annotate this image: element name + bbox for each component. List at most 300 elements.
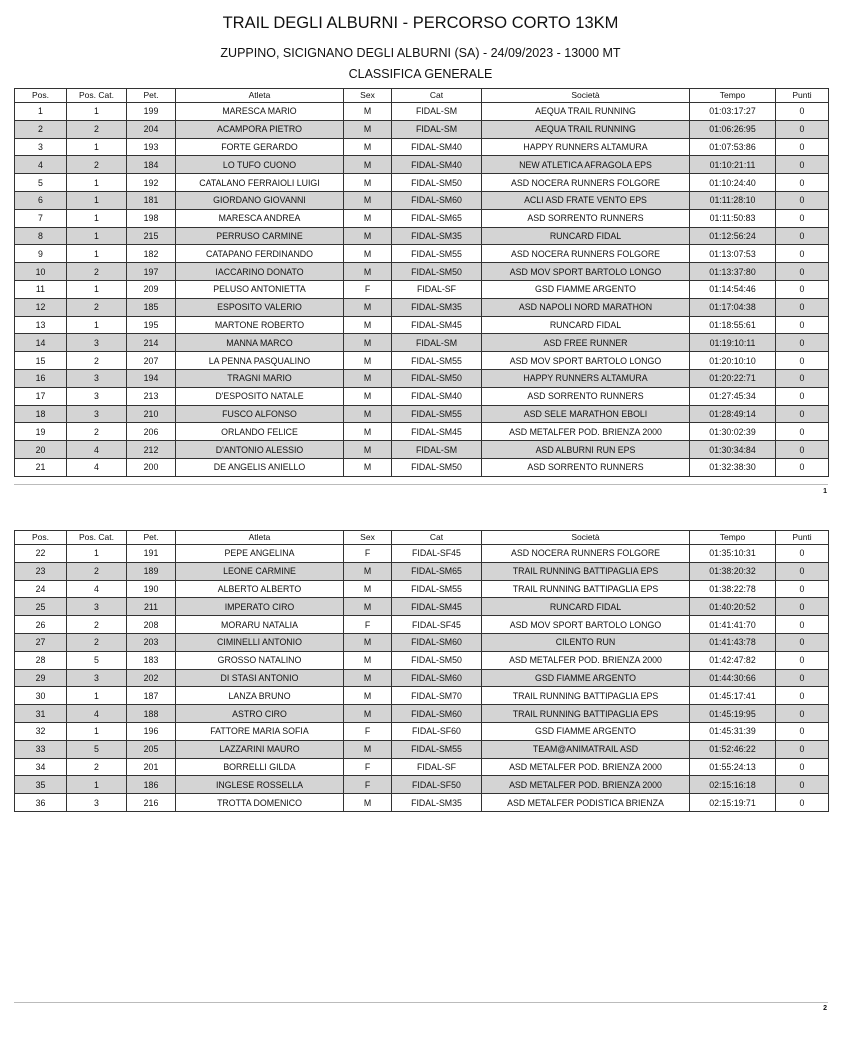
table-row bbox=[15, 458, 829, 476]
cell-pos: 19 bbox=[15, 423, 67, 441]
cell-athlete: TROTTA DOMENICO bbox=[176, 794, 344, 812]
table-row bbox=[15, 280, 829, 298]
cell-club: ASD NOCERA RUNNERS FOLGORE bbox=[482, 245, 690, 263]
cell-sex: M bbox=[344, 120, 392, 138]
cell-pet: 187 bbox=[127, 687, 176, 705]
cell-pet: 186 bbox=[127, 776, 176, 794]
cell-cat: FIDAL-SM45 bbox=[392, 598, 482, 616]
cell-pet: 200 bbox=[127, 458, 176, 476]
cell-club: ASD NOCERA RUNNERS FOLGORE bbox=[482, 174, 690, 192]
cell-pos-cat: 1 bbox=[67, 687, 127, 705]
table-row bbox=[15, 387, 829, 405]
cell-club: ASD METALFER POD. BRIENZA 2000 bbox=[482, 776, 690, 794]
cell-athlete: CIMINELLI ANTONIO bbox=[176, 633, 344, 651]
column-header-cat: Cat bbox=[392, 89, 482, 103]
column-header-athlete: Atleta bbox=[176, 531, 344, 545]
cell-club: TRAIL RUNNING BATTIPAGLIA EPS bbox=[482, 580, 690, 598]
cell-time: 01:18:55:61 bbox=[690, 316, 776, 334]
cell-cat: FIDAL-SM50 bbox=[392, 458, 482, 476]
cell-points: 0 bbox=[776, 138, 829, 156]
cell-athlete: INGLESE ROSSELLA bbox=[176, 776, 344, 794]
cell-time: 01:38:22:78 bbox=[690, 580, 776, 598]
cell-sex: M bbox=[344, 669, 392, 687]
cell-sex: M bbox=[344, 209, 392, 227]
cell-cat: FIDAL-SM bbox=[392, 334, 482, 352]
column-header-pet: Pet. bbox=[127, 531, 176, 545]
cell-cat: FIDAL-SM70 bbox=[392, 687, 482, 705]
cell-pos-cat: 2 bbox=[67, 616, 127, 634]
table-row bbox=[15, 669, 829, 687]
cell-points: 0 bbox=[776, 369, 829, 387]
cell-sex: M bbox=[344, 423, 392, 441]
cell-pos-cat: 2 bbox=[67, 352, 127, 370]
cell-club: ASD NOCERA RUNNERS FOLGORE bbox=[482, 545, 690, 563]
cell-pos: 5 bbox=[15, 174, 67, 192]
cell-athlete: D'ANTONIO ALESSIO bbox=[176, 441, 344, 459]
cell-time: 01:45:19:95 bbox=[690, 705, 776, 723]
table-row bbox=[15, 423, 829, 441]
page-divider bbox=[14, 1002, 828, 1003]
cell-pos-cat: 1 bbox=[67, 776, 127, 794]
cell-pos: 35 bbox=[15, 776, 67, 794]
cell-sex: F bbox=[344, 758, 392, 776]
cell-sex: M bbox=[344, 138, 392, 156]
table-row bbox=[15, 316, 829, 334]
cell-time: 01:41:41:70 bbox=[690, 616, 776, 634]
cell-club: NEW ATLETICA AFRAGOLA EPS bbox=[482, 156, 690, 174]
cell-cat: FIDAL-SM55 bbox=[392, 580, 482, 598]
cell-pos-cat: 2 bbox=[67, 298, 127, 316]
cell-sex: F bbox=[344, 616, 392, 634]
cell-sex: M bbox=[344, 245, 392, 263]
cell-points: 0 bbox=[776, 316, 829, 334]
cell-athlete: ASTRO CIRO bbox=[176, 705, 344, 723]
cell-pos-cat: 3 bbox=[67, 334, 127, 352]
cell-cat: FIDAL-SM40 bbox=[392, 387, 482, 405]
table-row bbox=[15, 705, 829, 723]
table-row bbox=[15, 441, 829, 459]
table-row bbox=[15, 103, 829, 121]
cell-athlete: D'ESPOSITO NATALE bbox=[176, 387, 344, 405]
cell-club: ACLI ASD FRATE VENTO EPS bbox=[482, 191, 690, 209]
cell-pos-cat: 4 bbox=[67, 458, 127, 476]
cell-athlete: ORLANDO FELICE bbox=[176, 423, 344, 441]
cell-club: ASD SORRENTO RUNNERS bbox=[482, 387, 690, 405]
cell-pos-cat: 1 bbox=[67, 138, 127, 156]
table-row bbox=[15, 562, 829, 580]
cell-pet: 182 bbox=[127, 245, 176, 263]
table-row bbox=[15, 156, 829, 174]
cell-pos: 27 bbox=[15, 633, 67, 651]
column-header-time: Tempo bbox=[690, 89, 776, 103]
cell-time: 01:27:45:34 bbox=[690, 387, 776, 405]
cell-cat: FIDAL-SF45 bbox=[392, 616, 482, 634]
cell-time: 01:03:17:27 bbox=[690, 103, 776, 121]
classification-heading: CLASSIFICA GENERALE bbox=[348, 67, 493, 81]
cell-cat: FIDAL-SM65 bbox=[392, 209, 482, 227]
cell-points: 0 bbox=[776, 758, 829, 776]
cell-pos-cat: 3 bbox=[67, 369, 127, 387]
table-row bbox=[15, 794, 829, 812]
cell-pos: 31 bbox=[15, 705, 67, 723]
cell-points: 0 bbox=[776, 651, 829, 669]
cell-pos: 12 bbox=[15, 298, 67, 316]
cell-athlete: BORRELLI GILDA bbox=[176, 758, 344, 776]
cell-club: RUNCARD FIDAL bbox=[482, 316, 690, 334]
cell-pet: 210 bbox=[127, 405, 176, 423]
cell-club: ASD NAPOLI NORD MARATHON bbox=[482, 298, 690, 316]
cell-time: 01:42:47:82 bbox=[690, 651, 776, 669]
cell-athlete: MORARU NATALIA bbox=[176, 616, 344, 634]
cell-time: 01:13:07:53 bbox=[690, 245, 776, 263]
cell-pos-cat: 5 bbox=[67, 740, 127, 758]
cell-time: 02:15:19:71 bbox=[690, 794, 776, 812]
cell-cat: FIDAL-SM50 bbox=[392, 263, 482, 281]
cell-pos: 4 bbox=[15, 156, 67, 174]
cell-sex: M bbox=[344, 352, 392, 370]
cell-points: 0 bbox=[776, 740, 829, 758]
cell-athlete: PERRUSO CARMINE bbox=[176, 227, 344, 245]
cell-club: GSD FIAMME ARGENTO bbox=[482, 722, 690, 740]
cell-cat: FIDAL-SM60 bbox=[392, 633, 482, 651]
cell-club: GSD FIAMME ARGENTO bbox=[482, 280, 690, 298]
cell-cat: FIDAL-SF45 bbox=[392, 545, 482, 563]
cell-pos-cat: 1 bbox=[67, 191, 127, 209]
cell-time: 01:20:22:71 bbox=[690, 369, 776, 387]
cell-cat: FIDAL-SF bbox=[392, 280, 482, 298]
cell-pos: 21 bbox=[15, 458, 67, 476]
cell-pos-cat: 1 bbox=[67, 227, 127, 245]
cell-pos: 34 bbox=[15, 758, 67, 776]
cell-time: 01:20:10:10 bbox=[690, 352, 776, 370]
cell-points: 0 bbox=[776, 227, 829, 245]
table-row bbox=[15, 334, 829, 352]
cell-sex: M bbox=[344, 705, 392, 723]
cell-athlete: MANNA MARCO bbox=[176, 334, 344, 352]
cell-time: 01:30:34:84 bbox=[690, 441, 776, 459]
cell-cat: FIDAL-SM50 bbox=[392, 651, 482, 669]
cell-sex: M bbox=[344, 740, 392, 758]
cell-sex: M bbox=[344, 103, 392, 121]
cell-athlete: FORTE GERARDO bbox=[176, 138, 344, 156]
cell-pos: 30 bbox=[15, 687, 67, 705]
cell-pet: 197 bbox=[127, 263, 176, 281]
cell-pet: 209 bbox=[127, 280, 176, 298]
cell-pos: 33 bbox=[15, 740, 67, 758]
cell-cat: FIDAL-SM55 bbox=[392, 245, 482, 263]
cell-points: 0 bbox=[776, 776, 829, 794]
cell-pos-cat: 1 bbox=[67, 245, 127, 263]
table-row bbox=[15, 209, 829, 227]
cell-points: 0 bbox=[776, 616, 829, 634]
cell-sex: M bbox=[344, 687, 392, 705]
cell-cat: FIDAL-SM40 bbox=[392, 138, 482, 156]
cell-pet: 206 bbox=[127, 423, 176, 441]
table-row bbox=[15, 263, 829, 281]
cell-points: 0 bbox=[776, 209, 829, 227]
cell-pos: 9 bbox=[15, 245, 67, 263]
table-row bbox=[15, 191, 829, 209]
column-header-pet: Pet. bbox=[127, 89, 176, 103]
cell-pos: 22 bbox=[15, 545, 67, 563]
cell-cat: FIDAL-SM35 bbox=[392, 794, 482, 812]
cell-sex: F bbox=[344, 280, 392, 298]
cell-pos: 26 bbox=[15, 616, 67, 634]
cell-athlete: LA PENNA PASQUALINO bbox=[176, 352, 344, 370]
cell-cat: FIDAL-SM45 bbox=[392, 316, 482, 334]
cell-points: 0 bbox=[776, 103, 829, 121]
cell-club: RUNCARD FIDAL bbox=[482, 227, 690, 245]
cell-athlete: DE ANGELIS ANIELLO bbox=[176, 458, 344, 476]
cell-cat: FIDAL-SM35 bbox=[392, 298, 482, 316]
cell-sex: F bbox=[344, 776, 392, 794]
cell-pos-cat: 3 bbox=[67, 405, 127, 423]
cell-pet: 205 bbox=[127, 740, 176, 758]
table-row bbox=[15, 174, 829, 192]
cell-pos-cat: 3 bbox=[67, 794, 127, 812]
cell-pos: 8 bbox=[15, 227, 67, 245]
cell-cat: FIDAL-SM60 bbox=[392, 669, 482, 687]
cell-time: 01:14:54:46 bbox=[690, 280, 776, 298]
cell-pos: 13 bbox=[15, 316, 67, 334]
cell-sex: M bbox=[344, 458, 392, 476]
cell-pos-cat: 4 bbox=[67, 441, 127, 459]
cell-pos: 18 bbox=[15, 405, 67, 423]
cell-sex: M bbox=[344, 298, 392, 316]
table-row bbox=[15, 598, 829, 616]
cell-sex: F bbox=[344, 545, 392, 563]
cell-cat: FIDAL-SM60 bbox=[392, 191, 482, 209]
cell-club: TRAIL RUNNING BATTIPAGLIA EPS bbox=[482, 687, 690, 705]
cell-club: HAPPY RUNNERS ALTAMURA bbox=[482, 369, 690, 387]
cell-sex: M bbox=[344, 405, 392, 423]
cell-pos-cat: 2 bbox=[67, 758, 127, 776]
cell-pos: 11 bbox=[15, 280, 67, 298]
cell-pos-cat: 3 bbox=[67, 598, 127, 616]
cell-points: 0 bbox=[776, 174, 829, 192]
cell-pos-cat: 4 bbox=[67, 705, 127, 723]
cell-athlete: MARTONE ROBERTO bbox=[176, 316, 344, 334]
cell-pet: 203 bbox=[127, 633, 176, 651]
table-header-row bbox=[15, 89, 829, 103]
cell-pos: 7 bbox=[15, 209, 67, 227]
results-table-page-1 bbox=[14, 88, 829, 477]
cell-sex: M bbox=[344, 334, 392, 352]
cell-cat: FIDAL-SM55 bbox=[392, 405, 482, 423]
cell-pet: 216 bbox=[127, 794, 176, 812]
cell-pos: 28 bbox=[15, 651, 67, 669]
page-title: TRAIL DEGLI ALBURNI - PERCORSO CORTO 13KM bbox=[222, 14, 619, 32]
cell-points: 0 bbox=[776, 191, 829, 209]
cell-points: 0 bbox=[776, 458, 829, 476]
cell-club: ASD METALFER POD. BRIENZA 2000 bbox=[482, 423, 690, 441]
table-row bbox=[15, 138, 829, 156]
cell-pos-cat: 2 bbox=[67, 562, 127, 580]
cell-club: CILENTO RUN bbox=[482, 633, 690, 651]
table-row bbox=[15, 651, 829, 669]
cell-pet: 193 bbox=[127, 138, 176, 156]
cell-athlete: DI STASI ANTONIO bbox=[176, 669, 344, 687]
cell-pet: 190 bbox=[127, 580, 176, 598]
cell-pos-cat: 1 bbox=[67, 174, 127, 192]
cell-cat: FIDAL-SM45 bbox=[392, 423, 482, 441]
page-number: 2 bbox=[823, 1005, 827, 1012]
cell-pet: 208 bbox=[127, 616, 176, 634]
cell-pos: 1 bbox=[15, 103, 67, 121]
cell-athlete: IACCARINO DONATO bbox=[176, 263, 344, 281]
cell-points: 0 bbox=[776, 120, 829, 138]
table-body bbox=[15, 545, 829, 812]
cell-pet: 183 bbox=[127, 651, 176, 669]
table-row bbox=[15, 758, 829, 776]
cell-pos: 14 bbox=[15, 334, 67, 352]
cell-pos-cat: 1 bbox=[67, 280, 127, 298]
cell-time: 01:10:24:40 bbox=[690, 174, 776, 192]
cell-sex: M bbox=[344, 369, 392, 387]
cell-time: 01:11:50:83 bbox=[690, 209, 776, 227]
cell-club: ASD SORRENTO RUNNERS bbox=[482, 458, 690, 476]
cell-pos-cat: 2 bbox=[67, 120, 127, 138]
cell-points: 0 bbox=[776, 441, 829, 459]
table-row bbox=[15, 120, 829, 138]
cell-club: TRAIL RUNNING BATTIPAGLIA EPS bbox=[482, 562, 690, 580]
cell-pet: 181 bbox=[127, 191, 176, 209]
cell-pos-cat: 2 bbox=[67, 263, 127, 281]
cell-sex: M bbox=[344, 387, 392, 405]
column-header-cat: Cat bbox=[392, 531, 482, 545]
cell-pos: 20 bbox=[15, 441, 67, 459]
cell-time: 01:11:28:10 bbox=[690, 191, 776, 209]
cell-athlete: GIORDANO GIOVANNI bbox=[176, 191, 344, 209]
cell-pet: 194 bbox=[127, 369, 176, 387]
cell-club: ASD METALFER POD. BRIENZA 2000 bbox=[482, 758, 690, 776]
cell-pet: 192 bbox=[127, 174, 176, 192]
column-header-pos-cat: Pos. Cat. bbox=[67, 89, 127, 103]
cell-cat: FIDAL-SM bbox=[392, 441, 482, 459]
column-header-points: Punti bbox=[776, 89, 829, 103]
cell-cat: FIDAL-SM55 bbox=[392, 740, 482, 758]
cell-pos-cat: 3 bbox=[67, 669, 127, 687]
cell-time: 01:40:20:52 bbox=[690, 598, 776, 616]
cell-points: 0 bbox=[776, 562, 829, 580]
cell-cat: FIDAL-SM65 bbox=[392, 562, 482, 580]
cell-pet: 184 bbox=[127, 156, 176, 174]
cell-club: HAPPY RUNNERS ALTAMURA bbox=[482, 138, 690, 156]
cell-pos-cat: 2 bbox=[67, 633, 127, 651]
cell-sex: M bbox=[344, 227, 392, 245]
cell-pet: 213 bbox=[127, 387, 176, 405]
cell-cat: FIDAL-SM35 bbox=[392, 227, 482, 245]
table-row bbox=[15, 369, 829, 387]
cell-time: 01:19:10:11 bbox=[690, 334, 776, 352]
cell-pos-cat: 3 bbox=[67, 387, 127, 405]
column-header-sex: Sex bbox=[344, 531, 392, 545]
cell-pos: 10 bbox=[15, 263, 67, 281]
cell-athlete: IMPERATO CIRO bbox=[176, 598, 344, 616]
cell-athlete: LANZA BRUNO bbox=[176, 687, 344, 705]
cell-club: ASD METALFER PODISTICA BRIENZA bbox=[482, 794, 690, 812]
cell-points: 0 bbox=[776, 387, 829, 405]
table-row bbox=[15, 545, 829, 563]
cell-athlete: MARESCA MARIO bbox=[176, 103, 344, 121]
cell-pet: 207 bbox=[127, 352, 176, 370]
cell-pet: 195 bbox=[127, 316, 176, 334]
cell-pos-cat: 1 bbox=[67, 103, 127, 121]
results-table-page-2 bbox=[14, 530, 829, 812]
cell-pos: 3 bbox=[15, 138, 67, 156]
cell-pos: 25 bbox=[15, 598, 67, 616]
column-header-club: Società bbox=[482, 89, 690, 103]
cell-pet: 188 bbox=[127, 705, 176, 723]
cell-points: 0 bbox=[776, 352, 829, 370]
cell-pos: 6 bbox=[15, 191, 67, 209]
cell-cat: FIDAL-SM40 bbox=[392, 156, 482, 174]
table-body bbox=[15, 103, 829, 477]
cell-athlete: ALBERTO ALBERTO bbox=[176, 580, 344, 598]
cell-pet: 196 bbox=[127, 722, 176, 740]
column-header-athlete: Atleta bbox=[176, 89, 344, 103]
cell-athlete: ESPOSITO VALERIO bbox=[176, 298, 344, 316]
cell-club: GSD FIAMME ARGENTO bbox=[482, 669, 690, 687]
cell-club: ASD MOV SPORT BARTOLO LONGO bbox=[482, 352, 690, 370]
cell-points: 0 bbox=[776, 580, 829, 598]
cell-athlete: TRAGNI MARIO bbox=[176, 369, 344, 387]
cell-time: 01:41:43:78 bbox=[690, 633, 776, 651]
cell-points: 0 bbox=[776, 263, 829, 281]
cell-sex: M bbox=[344, 263, 392, 281]
cell-cat: FIDAL-SF50 bbox=[392, 776, 482, 794]
cell-time: 01:28:49:14 bbox=[690, 405, 776, 423]
cell-club: AEQUA TRAIL RUNNING bbox=[482, 103, 690, 121]
cell-sex: F bbox=[344, 722, 392, 740]
cell-sex: M bbox=[344, 633, 392, 651]
column-header-pos: Pos. bbox=[15, 531, 67, 545]
table-row bbox=[15, 722, 829, 740]
cell-club: ASD FREE RUNNER bbox=[482, 334, 690, 352]
cell-club: ASD METALFER POD. BRIENZA 2000 bbox=[482, 651, 690, 669]
cell-sex: M bbox=[344, 651, 392, 669]
table-row bbox=[15, 298, 829, 316]
cell-sex: M bbox=[344, 580, 392, 598]
cell-points: 0 bbox=[776, 280, 829, 298]
cell-athlete: MARESCA ANDREA bbox=[176, 209, 344, 227]
cell-pos: 2 bbox=[15, 120, 67, 138]
cell-cat: FIDAL-SF60 bbox=[392, 722, 482, 740]
cell-sex: M bbox=[344, 562, 392, 580]
cell-time: 01:52:46:22 bbox=[690, 740, 776, 758]
cell-club: ASD MOV SPORT BARTOLO LONGO bbox=[482, 616, 690, 634]
cell-time: 01:55:24:13 bbox=[690, 758, 776, 776]
cell-club: RUNCARD FIDAL bbox=[482, 598, 690, 616]
cell-points: 0 bbox=[776, 298, 829, 316]
cell-pet: 211 bbox=[127, 598, 176, 616]
cell-pos-cat: 4 bbox=[67, 580, 127, 598]
page-number: 1 bbox=[823, 488, 827, 495]
cell-pos-cat: 1 bbox=[67, 545, 127, 563]
cell-sex: M bbox=[344, 598, 392, 616]
cell-sex: M bbox=[344, 174, 392, 192]
table-row bbox=[15, 405, 829, 423]
cell-pos-cat: 1 bbox=[67, 316, 127, 334]
cell-time: 01:06:26:95 bbox=[690, 120, 776, 138]
cell-points: 0 bbox=[776, 794, 829, 812]
cell-pet: 204 bbox=[127, 120, 176, 138]
cell-club: TEAM@ANIMATRAIL ASD bbox=[482, 740, 690, 758]
cell-time: 01:17:04:38 bbox=[690, 298, 776, 316]
table-row bbox=[15, 687, 829, 705]
cell-cat: FIDAL-SM55 bbox=[392, 352, 482, 370]
cell-time: 01:30:02:39 bbox=[690, 423, 776, 441]
